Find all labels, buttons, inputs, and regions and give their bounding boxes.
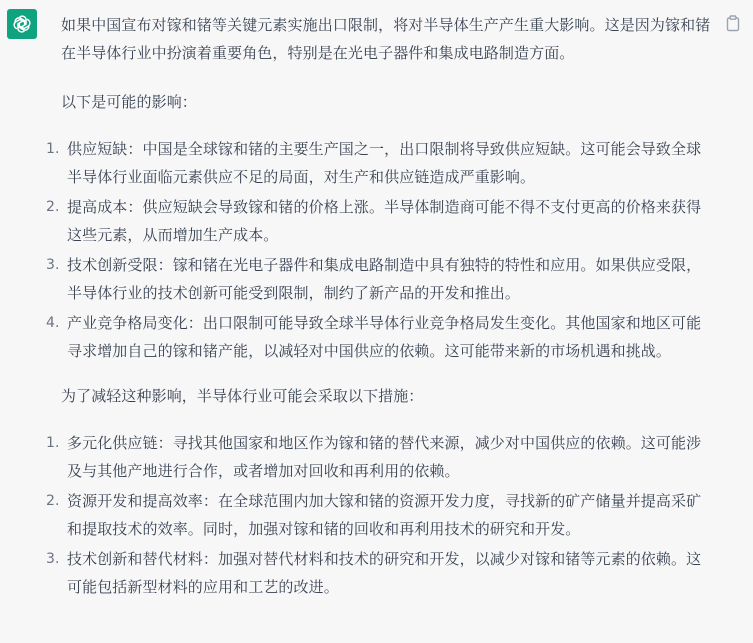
list-number: 2. — [46, 493, 60, 509]
list-number: 1. — [46, 141, 60, 157]
message-content — [46, 11, 713, 603]
list-item — [46, 135, 713, 191]
list-number: 3. — [46, 551, 60, 567]
intro-paragraph: 如果中国宣布对镓和锗等关键元素实施出口限制，将对半导体生产产生重大影响。这是因为镓和锗在半导体行业中扮演着重要角色，特别是在光电子器件和集成电路制造方面。 — [61, 16, 711, 62]
list-item-text: 技术创新受限：镓和锗在光电子器件和集成电路制造中具有独特的特性和应用。如果供应受限，半导体行业的技术创新可能受到限制，制约了新产品的开发和推出。 — [67, 256, 702, 302]
list-item — [46, 429, 713, 485]
list-number: 1. — [46, 435, 60, 451]
copy-button[interactable] — [724, 13, 742, 33]
list-item-text: 产业竞争格局变化：出口限制可能导致全球半导体行业竞争格局发生变化。其他国家和地区可能寻求增加自己的镓和锗产能，以减轻对中国供应的依赖。这可能带来新的市场机遇和挑战。 — [67, 314, 702, 360]
list-item — [46, 251, 713, 307]
list-item-text: 供应短缺：中国是全球镓和锗的主要生产国之一，出口限制将导致供应短缺。这可能会导致全球半导体行业面临元素供应不足的局面，对生产和供应链造成严重影响。 — [67, 140, 702, 186]
list-item-text: 提高成本：供应短缺会导致镓和锗的价格上涨。半导体制造商可能不得不支付更高的价格来获得这些元素，从而增加生产成本。 — [67, 198, 702, 244]
list-item — [46, 309, 713, 365]
assistant-avatar — [7, 9, 37, 39]
clipboard-icon — [726, 15, 740, 32]
measures-list — [46, 429, 713, 601]
impacts-heading: 以下是可能的影响： — [61, 93, 197, 111]
impacts-list — [46, 135, 713, 365]
list-item — [46, 545, 713, 601]
list-item-text: 多元化供应链：寻找其他国家和地区作为镓和锗的替代来源，减少对中国供应的依赖。这可能涉及与其他产地进行合作，或者增加对回收和再利用的依赖。 — [67, 434, 702, 480]
list-number: 4. — [46, 315, 60, 331]
list-item-text: 技术创新和替代材料：加强对替代材料和技术的研究和开发，以减少对镓和锗等元素的依赖。这可能包括新型材料的应用和工艺的改进。 — [67, 550, 702, 596]
measures-heading: 为了减轻这种影响，半导体行业可能会采取以下措施： — [61, 387, 424, 405]
list-item — [46, 193, 713, 249]
list-item-text: 资源开发和提高效率：在全球范围内加大镓和锗的资源开发力度，寻找新的矿产储量并提高采矿和提取技术的效率。同时，加强对镓和锗的回收和再利用技术的研究和开发。 — [67, 492, 702, 538]
list-number: 2. — [46, 199, 60, 215]
list-number: 3. — [46, 257, 60, 273]
openai-logo-icon — [11, 13, 33, 35]
list-item — [46, 487, 713, 543]
